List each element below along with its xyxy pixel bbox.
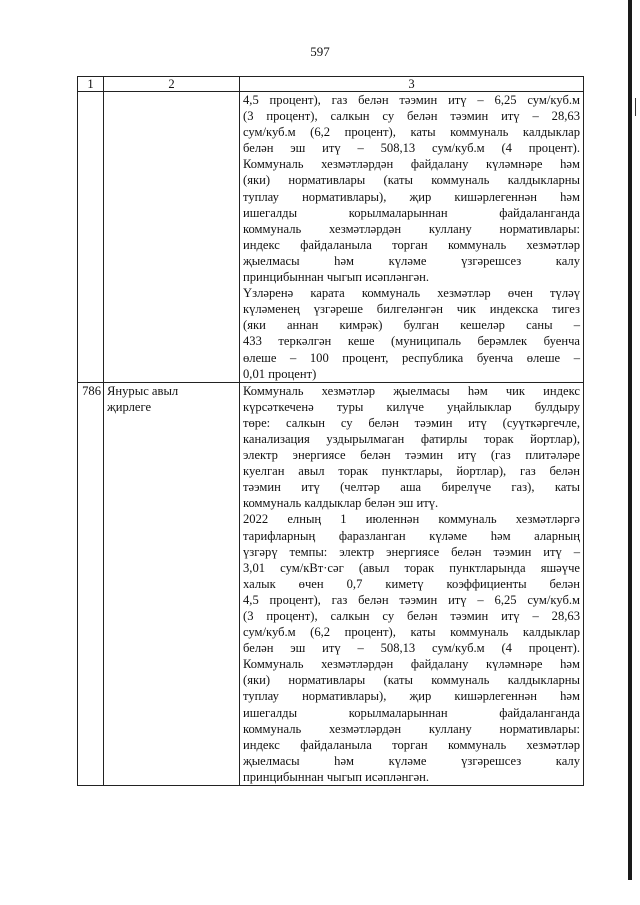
- text-line: җыелмасы һәм күләме үзгәрешсез калу: [243, 753, 580, 768]
- scan-edge-mark: [635, 98, 636, 116]
- text-line: Коммуналь хезмәтләрдән файдалану күләмнәре һәм: [243, 157, 580, 172]
- text-line: куелган авыл торак пунктлары, йортлар), газ белән: [243, 464, 580, 479]
- text-line: 2022 елның 1 июленнән коммуналь хезмәтләргә: [243, 512, 580, 527]
- text-line: электр энергиясе белән тәэмин итү (газ плитәләре: [243, 448, 580, 463]
- text-line: принцибыннан чыгып исәпләнгән.: [243, 769, 430, 784]
- text-line: ишегалды корылмаларыннан файдаланганда: [243, 205, 580, 220]
- text-line: (яки) нормативлары (каты коммуналь калдыкларны: [243, 673, 580, 688]
- row-number-cell: 786: [78, 382, 104, 785]
- text-line: туплау нормативлары), җир кишәрлегеннән һәм: [243, 189, 580, 204]
- header-col-2: 2: [104, 77, 240, 92]
- text-line: җыелмасы һәм күләме үзгәрешсез калу: [243, 253, 580, 268]
- text-line: халык өчен 0,7 киметү коэффициенты белән: [243, 576, 580, 591]
- text-line: (яки) нормативлары (каты коммуналь калдыкларны: [243, 173, 580, 188]
- text-line: индекс файдаланыла торган коммуналь хезмәтләр: [243, 237, 580, 252]
- text-line: Коммуналь хезмәтләрдән файдалану күләмнәре һәм: [243, 657, 580, 672]
- description-paragraph: [243, 285, 580, 382]
- text-line: туплау нормативлары), җир кишәрлегеннән һәм: [243, 689, 580, 704]
- description-paragraph: [243, 511, 580, 785]
- header-col-3: 3: [240, 77, 584, 92]
- text-line: коммуналь хезмәтләрдән куллану нормативлары:: [243, 221, 580, 236]
- text-line: сум/куб.м (6,2 процент), каты коммуналь калдыклар: [243, 625, 580, 640]
- text-line: тарифларның фаразланган күләме һәм аларның: [243, 528, 580, 543]
- table-row-786: [78, 382, 584, 785]
- row-description-cell: [240, 382, 584, 785]
- text-line: ишегалды корылмаларыннан файдаланганда: [243, 705, 580, 720]
- text-line: 4,5 процент), газ белән тәэмин итү – 6,25 сум/куб.м: [243, 93, 580, 107]
- text-line: төре: салкын су белән тәэмин итү (суүткәргечле,: [243, 415, 580, 430]
- text-line: Үзләренә карата коммуналь хезмәтләр өчен түләү: [243, 286, 580, 301]
- row-description-cell: [240, 92, 584, 383]
- text-line: 0,01 процент): [243, 366, 317, 381]
- page-number: 597: [310, 44, 330, 59]
- text-line: (яки аннан кимрәк) булган кешеләр саны –: [243, 318, 580, 333]
- text-line: принцибыннан чыгып исәпләнгән.: [243, 270, 430, 285]
- text-line: күләменең үзгәреше билгеләнгән чик индекска тигез: [243, 302, 580, 317]
- text-line: тәэмин итү (челтәр аша бирелүче газ), каты: [243, 480, 580, 495]
- text-line: коммуналь хезмәтләрдән куллану нормативлары:: [243, 721, 580, 736]
- text-line: сум/куб.м (6,2 процент), каты коммуналь калдыклар: [243, 125, 580, 140]
- text-line: белән эш итү – 508,13 сум/куб.м (4 процент).: [243, 641, 580, 656]
- text-line: канализация уздырылмаган фатирлы торак йортлар),: [243, 431, 580, 446]
- text-line: (3 процент), салкын су белән тәэмин итү – 28,63: [243, 609, 580, 623]
- text-line: (3 процент), салкын су белән тәэмин итү – 28,63: [243, 109, 580, 124]
- text-line: Коммуналь хезмәтләр җыелмасы һәм чик индекс: [243, 383, 580, 398]
- text-line: коммуналь калдыклар белән эш итү.: [243, 496, 439, 511]
- header-row: [78, 77, 584, 92]
- row-name-cell: [104, 382, 240, 785]
- text-line: белән эш итү – 508,13 сум/куб.м (4 процент).: [243, 141, 580, 156]
- text-line: индекс файдаланыла торган коммуналь хезмәтләр: [243, 737, 580, 752]
- description-paragraph: [243, 383, 580, 512]
- table-row-continued: [78, 92, 584, 383]
- text-line: 433 теркәлгән кеше (муниципаль берәмлек буенча: [243, 334, 580, 349]
- description-paragraph: [243, 92, 580, 285]
- settlement-name-line: Янурыс авыл: [107, 383, 179, 398]
- header-col-1: 1: [78, 77, 104, 92]
- text-line: 4,5 процент), газ белән тәэмин итү – 6,25 сум/куб.м: [243, 592, 580, 607]
- settlement-name-line: җирлеге: [107, 399, 152, 414]
- scan-edge-bar: [628, 0, 632, 880]
- main-table: [77, 76, 584, 786]
- row-name-cell: [104, 92, 240, 383]
- text-line: 3,01 сум/кВт·сәг (авыл торак пунктларында яшәүче: [243, 560, 580, 575]
- text-line: күрсәткеченә туры килүче уңайлыклар булдыру: [243, 399, 580, 414]
- row-number-cell: [78, 92, 104, 383]
- text-line: өлеше – 100 процент, республика буенча өлеше –: [243, 350, 580, 365]
- text-line: үзгәрү темпы: электр энергиясе белән тәэмин итү –: [243, 544, 580, 559]
